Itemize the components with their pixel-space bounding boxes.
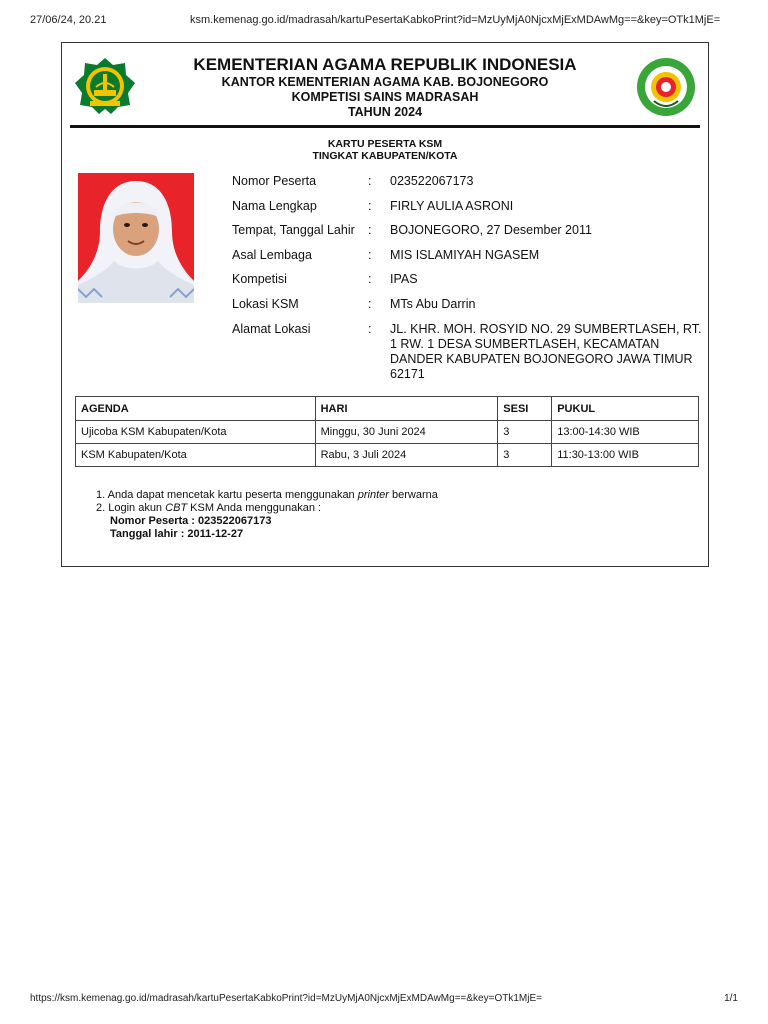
- hari-cell: Minggu, 30 Juni 2024: [315, 421, 498, 444]
- note-1-suffix: berwarna: [388, 489, 438, 501]
- page-number: 1/1: [724, 993, 738, 1004]
- participant-card: [61, 42, 709, 567]
- colon: :: [368, 322, 372, 336]
- print-header: [30, 14, 738, 28]
- nomor-value: 023522067173: [390, 174, 474, 188]
- kemenag-emblem-icon: [72, 57, 138, 115]
- ministry-name: KEMENTERIAN AGAMA REPUBLIK INDONESIA: [193, 55, 577, 74]
- card-title-line1: KARTU PESERTA KSM: [327, 138, 443, 150]
- note-2: [96, 502, 438, 515]
- column-header: PUKUL: [552, 397, 699, 421]
- office-name: KANTOR KEMENTERIAN AGAMA KAB. BOJONEGORO: [221, 75, 549, 89]
- ksm-logo-icon: [634, 57, 698, 117]
- nama-value: FIRLY AULIA ASRONI: [390, 199, 514, 213]
- note-2-suffix: KSM Anda menggunakan :: [187, 502, 322, 514]
- pukul-cell: 11:30-13:00 WIB: [552, 444, 699, 467]
- note-2-emphasis: CBT: [165, 502, 188, 514]
- alamat-value: JL. KHR. MOH. ROSYID NO. 29 SUMBERTLASEH, RT. 1 RW. 1 DESA SUMBERTLASEH, KECAMATAN DANDER KABUPATEN BOJONEGORO JAWA TIMUR 62171: [390, 322, 702, 381]
- print-url: ksm.kemenag.go.id/madrasah/kartuPesertaKabkoPrint?id=MzUyMjA0NjcxMjExMDAwMg==&key=OTk1MjE=: [190, 14, 721, 26]
- notes: [96, 489, 438, 541]
- agenda-cell: KSM Kabupaten/Kota: [76, 444, 316, 467]
- colon: :: [368, 248, 372, 262]
- table-row: [76, 444, 699, 467]
- print-footer: [30, 993, 738, 1007]
- colon: :: [368, 199, 372, 213]
- table-header-row: [76, 397, 699, 421]
- lokasi-value: MTs Abu Darrin: [390, 297, 476, 311]
- footer-url: https://ksm.kemenag.go.id/madrasah/kartuPesertaKabkoPrint?id=MzUyMjA0NjcxMjExMDAwMg==&key=OTk1MjE=: [30, 993, 542, 1004]
- note-1: [96, 489, 438, 502]
- colon: :: [368, 174, 372, 188]
- card-title-line2: TINGKAT KABUPATEN/KOTA: [312, 150, 458, 162]
- sesi-cell: 3: [498, 421, 552, 444]
- kompetisi-value: IPAS: [390, 272, 418, 286]
- login-nomor: Nomor Peserta : 023522067173: [110, 515, 272, 527]
- nama-label: Nama Lengkap: [232, 199, 317, 213]
- event-year: TAHUN 2024: [347, 105, 423, 119]
- pukul-cell: 13:00-14:30 WIB: [552, 421, 699, 444]
- table-row: [76, 421, 699, 444]
- lokasi-label: Lokasi KSM: [232, 297, 299, 311]
- participant-photo: [78, 173, 194, 303]
- colon: :: [368, 272, 372, 286]
- agenda-table: [75, 396, 699, 467]
- institution-header: [142, 55, 628, 120]
- sesi-cell: 3: [498, 444, 552, 467]
- column-header: HARI: [315, 397, 498, 421]
- card-title: [62, 138, 708, 162]
- ttl-label: Tempat, Tanggal Lahir: [232, 223, 355, 237]
- note-1-emphasis: printer: [357, 489, 389, 501]
- note-1-text: 1. Anda dapat mencetak kartu peserta menggunakan: [96, 489, 358, 501]
- header-divider: [70, 125, 700, 128]
- print-datetime: 27/06/24, 20.21: [30, 14, 107, 26]
- note-2-text: 2. Login akun: [96, 502, 166, 514]
- lembaga-value: MIS ISLAMIYAH NGASEM: [390, 248, 540, 262]
- kompetisi-label: Kompetisi: [232, 272, 287, 286]
- ttl-value: BOJONEGORO, 27 Desember 2011: [390, 223, 592, 237]
- column-header: SESI: [498, 397, 552, 421]
- colon: :: [368, 223, 372, 237]
- login-tanggal: Tanggal lahir : 2011-12-27: [110, 528, 244, 540]
- agenda-cell: Ujicoba KSM Kabupaten/Kota: [76, 421, 316, 444]
- event-name: KOMPETISI SAINS MADRASAH: [291, 90, 479, 104]
- lembaga-label: Asal Lembaga: [232, 248, 312, 262]
- hari-cell: Rabu, 3 Juli 2024: [315, 444, 498, 467]
- alamat-label: Alamat Lokasi: [232, 322, 311, 336]
- colon: :: [368, 297, 372, 311]
- nomor-label: Nomor Peserta: [232, 174, 317, 188]
- column-header: AGENDA: [76, 397, 316, 421]
